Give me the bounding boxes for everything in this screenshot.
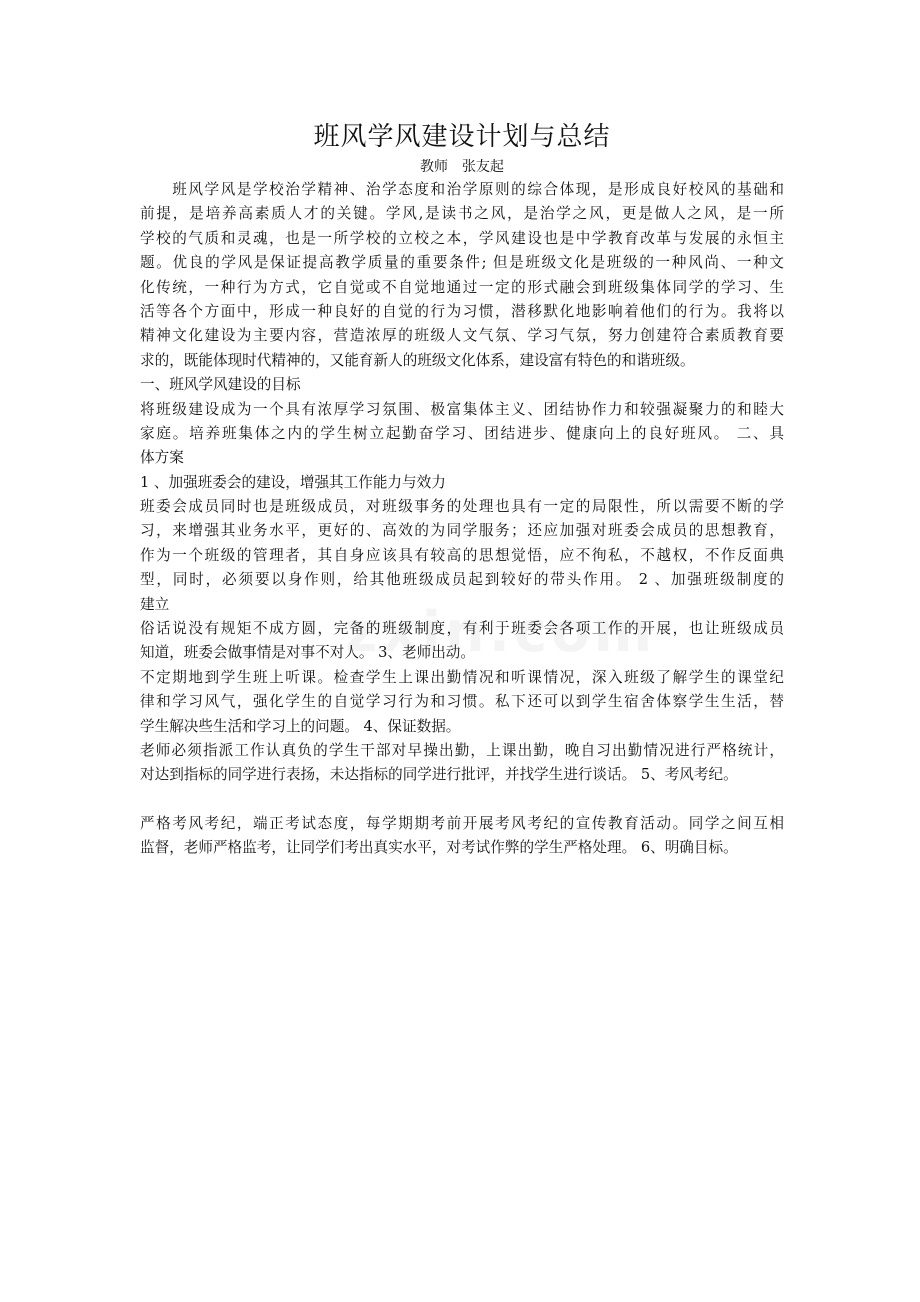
text-line: 一、班风学风建设的目标 — [140, 376, 301, 394]
text-line: 习，来增强其业务水平，更好的、高效的为同学服务；还应加强对班委会成员的思想教育， — [140, 522, 784, 540]
text-line: 律和学习风气，强化学生的自觉学习行为和习惯。私下还可以到学生宿舍体察学生生活，替 — [140, 693, 784, 711]
text-line: 作为一个班级的管理者，其自身应该具有较高的思想觉悟，应不徇私，不越权，不作反面典 — [140, 546, 784, 564]
text-line: 建立 — [140, 595, 170, 613]
text-line: 求的，既能体现时代精神的，又能育新人的班级文化体系，建设富有特色的和谐班级。 — [140, 351, 695, 369]
text-line: 精神文化建设为主要内容，营造浓厚的班级人文气氛、学习气氛，努力创建符合素质教育要 — [140, 327, 784, 345]
paragraph-gap — [140, 788, 784, 812]
text-line: 对达到指标的同学进行表扬，未达指标的同学进行批评，并找学生进行谈话。 5、考风考纪。 — [140, 766, 738, 784]
text-line: 前提，是培养高素质人才的关键。学风,是读书之风，是治学之风，更是做人之风，是一所 — [140, 205, 784, 223]
text-line: 化传统，一种行为方式，它自觉或不自觉地通过一定的形式融会到班级集体同学的学习、生 — [140, 278, 784, 296]
text-line: 学生解决些生活和学习上的问题。 4、保证数据。 — [140, 717, 461, 735]
text-line: 俗话说没有规矩不成方圆，完备的班级制度，有利于班委会各项工作的开展，也让班级成员 — [140, 620, 784, 638]
text-line: 班风学风是学校治学精神、治学态度和治学原则的综合体现，是形成良好校风的基础和 — [140, 181, 784, 198]
text-line: 监督，老师严格监考，让同学们考出真实水平，对考试作弊的学生严格处理。 6、明确目标。 — [140, 839, 738, 857]
text-line: 老师必须指派工作认真负的学生干部对早操出勤，上课出勤，晚自习出勤情况进行严格统计， — [140, 741, 784, 759]
text-line: 家庭。培养班集体之内的学生树立起勤奋学习、团结进步、健康向上的良好班风。 二、具 — [140, 424, 784, 442]
text-line: 不定期地到学生班上听课。检查学生上课出勤情况和听课情况，深入班级了解学生的课堂纪 — [140, 668, 784, 686]
text-line: 严格考风考纪，端正考试态度，每学期期考前开展考风考纪的宣传教育活动。同学之间互相 — [140, 814, 784, 832]
body-text-block — [140, 178, 784, 788]
text-line: 型，同时，必须要以身作则，给其他班级成员起到较好的带头作用。 2 、加强班级制度的 — [140, 571, 784, 589]
text-line: 学校的气质和灵魂，也是一所学校的立校之本，学风建设也是中学教育改革与发展的永恒主 — [140, 229, 784, 247]
text-line: 题。优良的学风是保证提高教学质量的重要条件; 但是班级文化是班级的一种风尚、一种文 — [140, 254, 784, 272]
text-line: 1 、加强班委会的建设，增强其工作能力与效力 — [140, 473, 446, 491]
text-line: 活等各个方面中，形成一种良好的自觉的行为习惯，潜移默化地影响着他们的行为。我将以 — [140, 302, 784, 320]
text-line: 体方案 — [140, 449, 184, 467]
document-author: 教师 张友起 — [420, 159, 504, 175]
document-page — [140, 118, 784, 861]
body-text-block-closing — [140, 812, 784, 861]
text-line: 将班级建设成为一个具有浓厚学习氛围、极富集体主义、团结协作力和较强凝聚力的和睦大 — [140, 400, 784, 418]
document-title: 班风学风建设计划与总结 — [313, 122, 611, 152]
text-line: 知道，班委会做事情是对事不对人。 3、老师出动。 — [140, 644, 475, 662]
text-line: 班委会成员同时也是班级成员，对班级事务的处理也具有一定的局限性，所以需要不断的学 — [140, 498, 784, 516]
